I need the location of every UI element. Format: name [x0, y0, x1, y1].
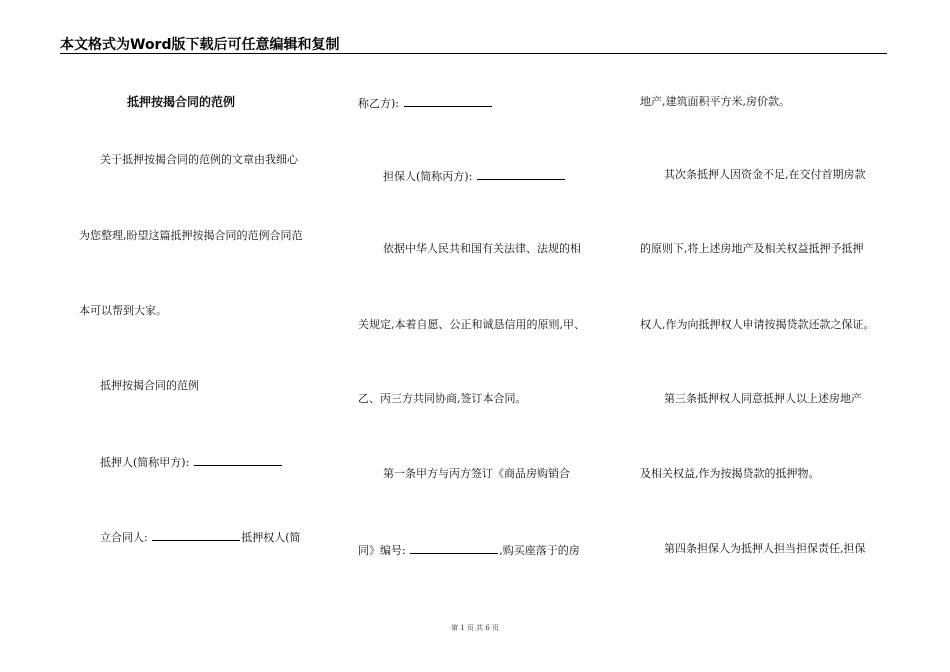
- paragraph-line: 乙、丙三方共同协商,签订本合同。: [358, 392, 527, 405]
- paragraph-line: 本可以帮到大家。: [79, 304, 167, 317]
- contract-number-label: 同》编号:: [358, 544, 410, 557]
- paragraph-line: 地产,建筑面积平方米,房价款。: [640, 95, 790, 108]
- paragraph-line: [383, 168, 566, 184]
- party-b-label: 称乙方):: [358, 97, 403, 110]
- paragraph-line: 其次条抵押人因资金不足,在交付首期房款: [664, 168, 866, 181]
- paragraph-line: [100, 529, 301, 545]
- guarantor-label: 担保人(简称丙方):: [383, 170, 476, 183]
- contract-party-label: 立合同人:: [100, 531, 152, 544]
- paragraph-line: 的原则下,将上述房地产及相关权益抵押予抵押: [640, 242, 864, 255]
- contract-number-blank: [410, 542, 498, 554]
- document-title: 抵押按揭合同的范例: [127, 95, 236, 109]
- paragraph-line: 第三条抵押权人同意抵押人以上述房地产: [664, 392, 862, 405]
- paragraph-line: [358, 95, 493, 111]
- header-divider: [60, 53, 887, 54]
- paragraph-line: 及相关权益,作为按揭贷款的抵押物。: [640, 467, 820, 480]
- guarantor-blank: [477, 168, 565, 180]
- paragraph-line: 依据中华人民共和国有关法律、法规的相: [383, 242, 581, 255]
- paragraph-line: 抵押按揭合同的范例: [100, 379, 199, 392]
- paragraph-line: 关规定,本着自愿、公正和诚恳信用的原则,甲、: [358, 318, 585, 331]
- mortgagor-label: 抵押人(简称甲方):: [100, 456, 193, 469]
- document-header-title: 本文格式为Word版下载后可任意编辑和复制: [60, 37, 340, 53]
- paragraph-line: 关于抵押按揭合同的范例的文章由我细心: [100, 153, 298, 166]
- paragraph-line: [100, 454, 283, 470]
- mortgagor-blank: [194, 454, 282, 466]
- paragraph-line: 为您整理,盼望这篇抵押按揭合同的范例合同范: [79, 229, 303, 242]
- contract-number-after: ,购买座落于的房: [499, 544, 580, 557]
- paragraph-line: [358, 542, 580, 558]
- paragraph-line: 第四条担保人为抵押人担当担保责任,担保: [664, 542, 866, 555]
- party-b-blank: [404, 95, 492, 107]
- mortgagee-label: 抵押权人(简: [241, 531, 301, 544]
- paragraph-line: 权人,作为向抵押权人申请按揭贷款还款之保证。: [640, 318, 875, 331]
- contract-party-blank: [152, 529, 240, 541]
- page-number: 第 1 页 共 6 页: [450, 624, 500, 632]
- paragraph-line: 第一条甲方与丙方签订《商品房购销合: [383, 467, 570, 480]
